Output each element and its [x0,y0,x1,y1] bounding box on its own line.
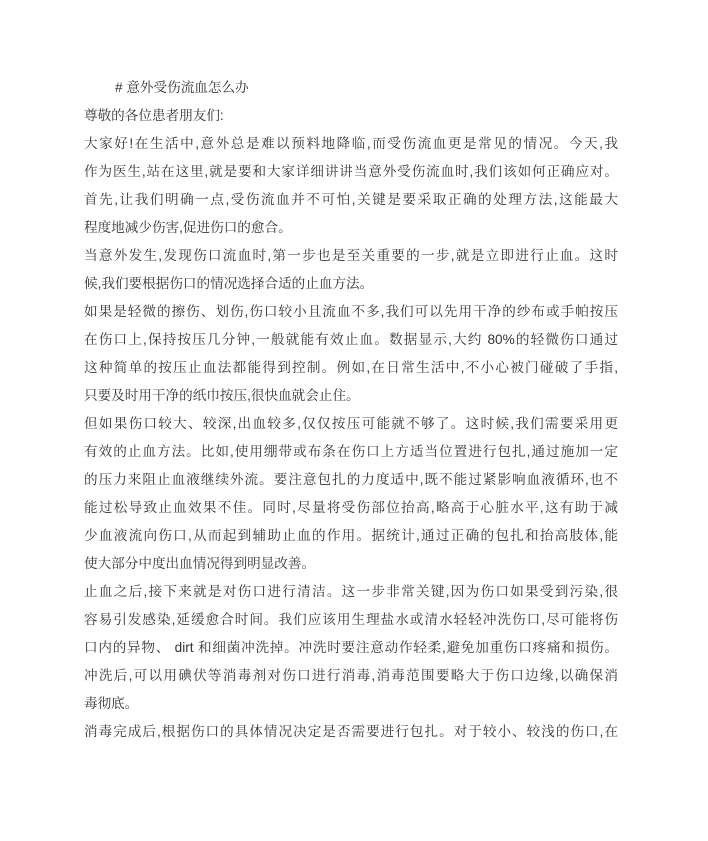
text-line: 止血之后,接下来就是对伤口进行清洁。这一步非常关键,因为伤口如果受到污染,很 [84,584,618,599]
text-line: 尊敬的各位患者朋友们: [84,108,224,123]
text-line: 毒彻底。 [84,696,139,711]
text-line: 如果是轻微的擦伤、划伤,伤口较小且流血不多,我们可以先用干净的纱布或手帕按压 [84,304,618,319]
text-line: 口内的异物、 dirt 和细菌冲洗掉。冲洗时要注意动作轻柔,避免加重伤口疼痛和损伤。 [84,640,618,655]
text-line: 消毒完成后,根据伤口的具体情况决定是否需要进行包扎。对于较小、较浅的伤口,在 [84,724,618,739]
text-line: 但如果伤口较大、较深,出血较多,仅仅按压可能就不够了。这时候,我们需要采用更 [84,416,618,431]
text-line: 在伤口上,保持按压几分钟,一般就能有效止血。数据显示,大约 80%的轻微伤口通过 [84,332,618,347]
text-line: 容易引发感染,延缓愈合时间。我们应该用生理盐水或清水轻轻冲洗伤口,尽可能将伤 [84,612,618,627]
document-title-line: # 意外受伤流血怎么办 [115,80,249,95]
document-text-block [84,74,618,746]
text-line: 只要及时用干净的纸巾按压,很快血就会止住。 [84,388,360,403]
text-line: 的压力来阻止血液继续外流。要注意包扎的力度适中,既不能过紧影响血液循环,也不 [84,472,618,487]
text-line: 有效的止血方法。比如,使用绷带或布条在伤口上方适当位置进行包扎,通过施加一定 [84,444,618,459]
text-line: 程度地减少伤害,促进伤口的愈合。 [84,220,292,235]
text-line: 能过松导致止血效果不佳。同时,尽量将受伤部位抬高,略高于心脏水平,这有助于减 [84,500,618,515]
text-line: 这种简单的按压止血法都能得到控制。例如,在日常生活中,不小心被门碰破了手指, [84,360,618,375]
text-line: 当意外发生,发现伤口流血时,第一步也是至关重要的一步,就是立即进行止血。这时 [84,248,618,263]
text-line: 首先,让我们明确一点,受伤流血并不可怕,关键是要采取正确的处理方法,这能最大 [84,192,618,207]
text-line: 冲洗后,可以用碘伏等消毒剂对伤口进行消毒,消毒范围要略大于伤口边缘,以确保消 [84,668,618,683]
text-line: 使大部分中度出血情况得到明显改善。 [84,556,316,571]
text-line: 少血液流向伤口,从而起到辅助止血的作用。据统计,通过正确的包扎和抬高肢体,能 [84,528,618,543]
text-line: 大家好!在生活中,意外总是难以预料地降临,而受伤流血更是常见的情况。今天,我 [84,136,618,151]
text-line: 候,我们要根据伤口的情况选择合适的止血方法。 [84,276,374,291]
text-line: 作为医生,站在这里,就是要和大家详细讲讲当意外受伤流血时,我们该如何正确应对。 [84,164,618,179]
